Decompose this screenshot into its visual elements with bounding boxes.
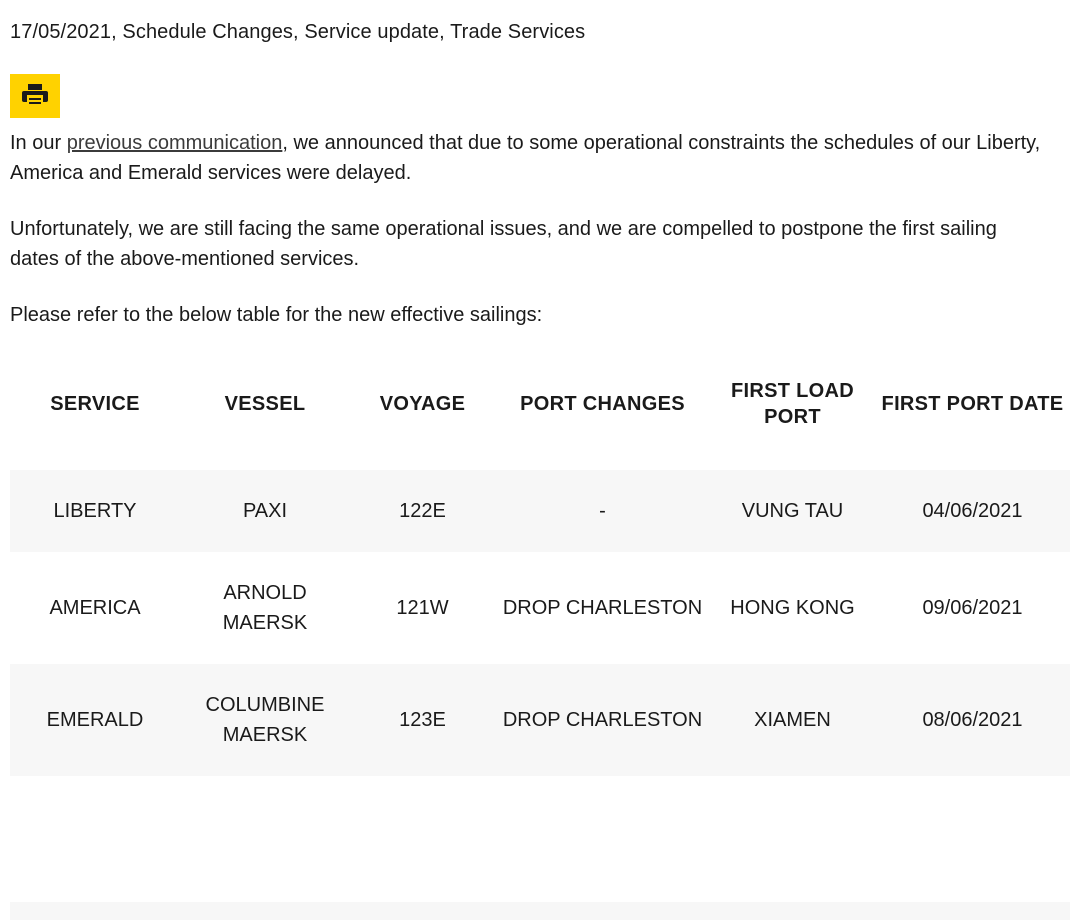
column-header-voyage: VOYAGE — [379, 393, 466, 415]
column-header-service: SERVICE — [50, 393, 140, 415]
sailings-table — [10, 364, 1070, 776]
cell-voyage: 122E — [399, 500, 446, 522]
cell-vessel: PAXI — [242, 500, 288, 522]
cell-service: AMERICA — [49, 597, 141, 619]
cell-first-load-port: XIAMEN — [754, 709, 831, 731]
paragraph-issue: Unfortunately, we are still facing the same operational issues, and we are compelled to postpone the first sailing dates of the above-mentioned services. — [10, 218, 997, 270]
cell-first-port-date: 04/06/2021 — [922, 500, 1023, 522]
table-header-row — [10, 364, 1070, 470]
cell-voyage: 123E — [399, 709, 446, 731]
cell-first-port-date: 08/06/2021 — [922, 709, 1023, 731]
toolbar — [10, 74, 1070, 118]
paragraph-intro — [10, 128, 1050, 188]
table-row — [10, 552, 1070, 664]
cell-port-changes: DROP CHARLESTON — [502, 597, 703, 619]
paragraph-intro-post: , we announced that due to some operational constraints the schedules of our Liberty, America and Emerald services were delayed. — [10, 132, 1041, 184]
cell-port-changes: DROP CHARLESTON — [502, 709, 703, 731]
print-button[interactable] — [10, 74, 60, 118]
cell-first-port-date: 09/06/2021 — [922, 597, 1023, 619]
cell-first-load-port: HONG KONG — [730, 597, 855, 619]
breadcrumb: 17/05/2021, Schedule Changes, Service update, Trade Services — [10, 21, 586, 43]
column-header-vessel: VESSEL — [224, 393, 306, 415]
cell-port-changes: - — [599, 500, 606, 522]
cell-service: LIBERTY — [53, 500, 137, 522]
previous-communication-link[interactable]: previous communication — [66, 132, 283, 154]
cell-service: EMERALD — [46, 709, 144, 731]
printer-icon — [20, 82, 50, 110]
paragraph-table-lead: Please refer to the below table for the new effective sailings: — [10, 304, 543, 326]
column-header-first-load-port: FIRST LOAD PORT — [731, 380, 854, 428]
cell-vessel: ARNOLD MAERSK — [222, 582, 308, 634]
table-row — [10, 664, 1070, 776]
table-row — [10, 470, 1070, 552]
column-header-port-changes: PORT CHANGES — [520, 393, 685, 415]
cell-vessel: COLUMBINE MAERSK — [205, 694, 325, 746]
cell-voyage: 121W — [396, 597, 449, 619]
paragraph-intro-pre: In our — [10, 132, 67, 154]
table-bottom-strip — [10, 902, 1070, 920]
cell-first-load-port: VUNG TAU — [741, 500, 844, 522]
column-header-first-port-date: FIRST PORT DATE — [881, 393, 1064, 415]
